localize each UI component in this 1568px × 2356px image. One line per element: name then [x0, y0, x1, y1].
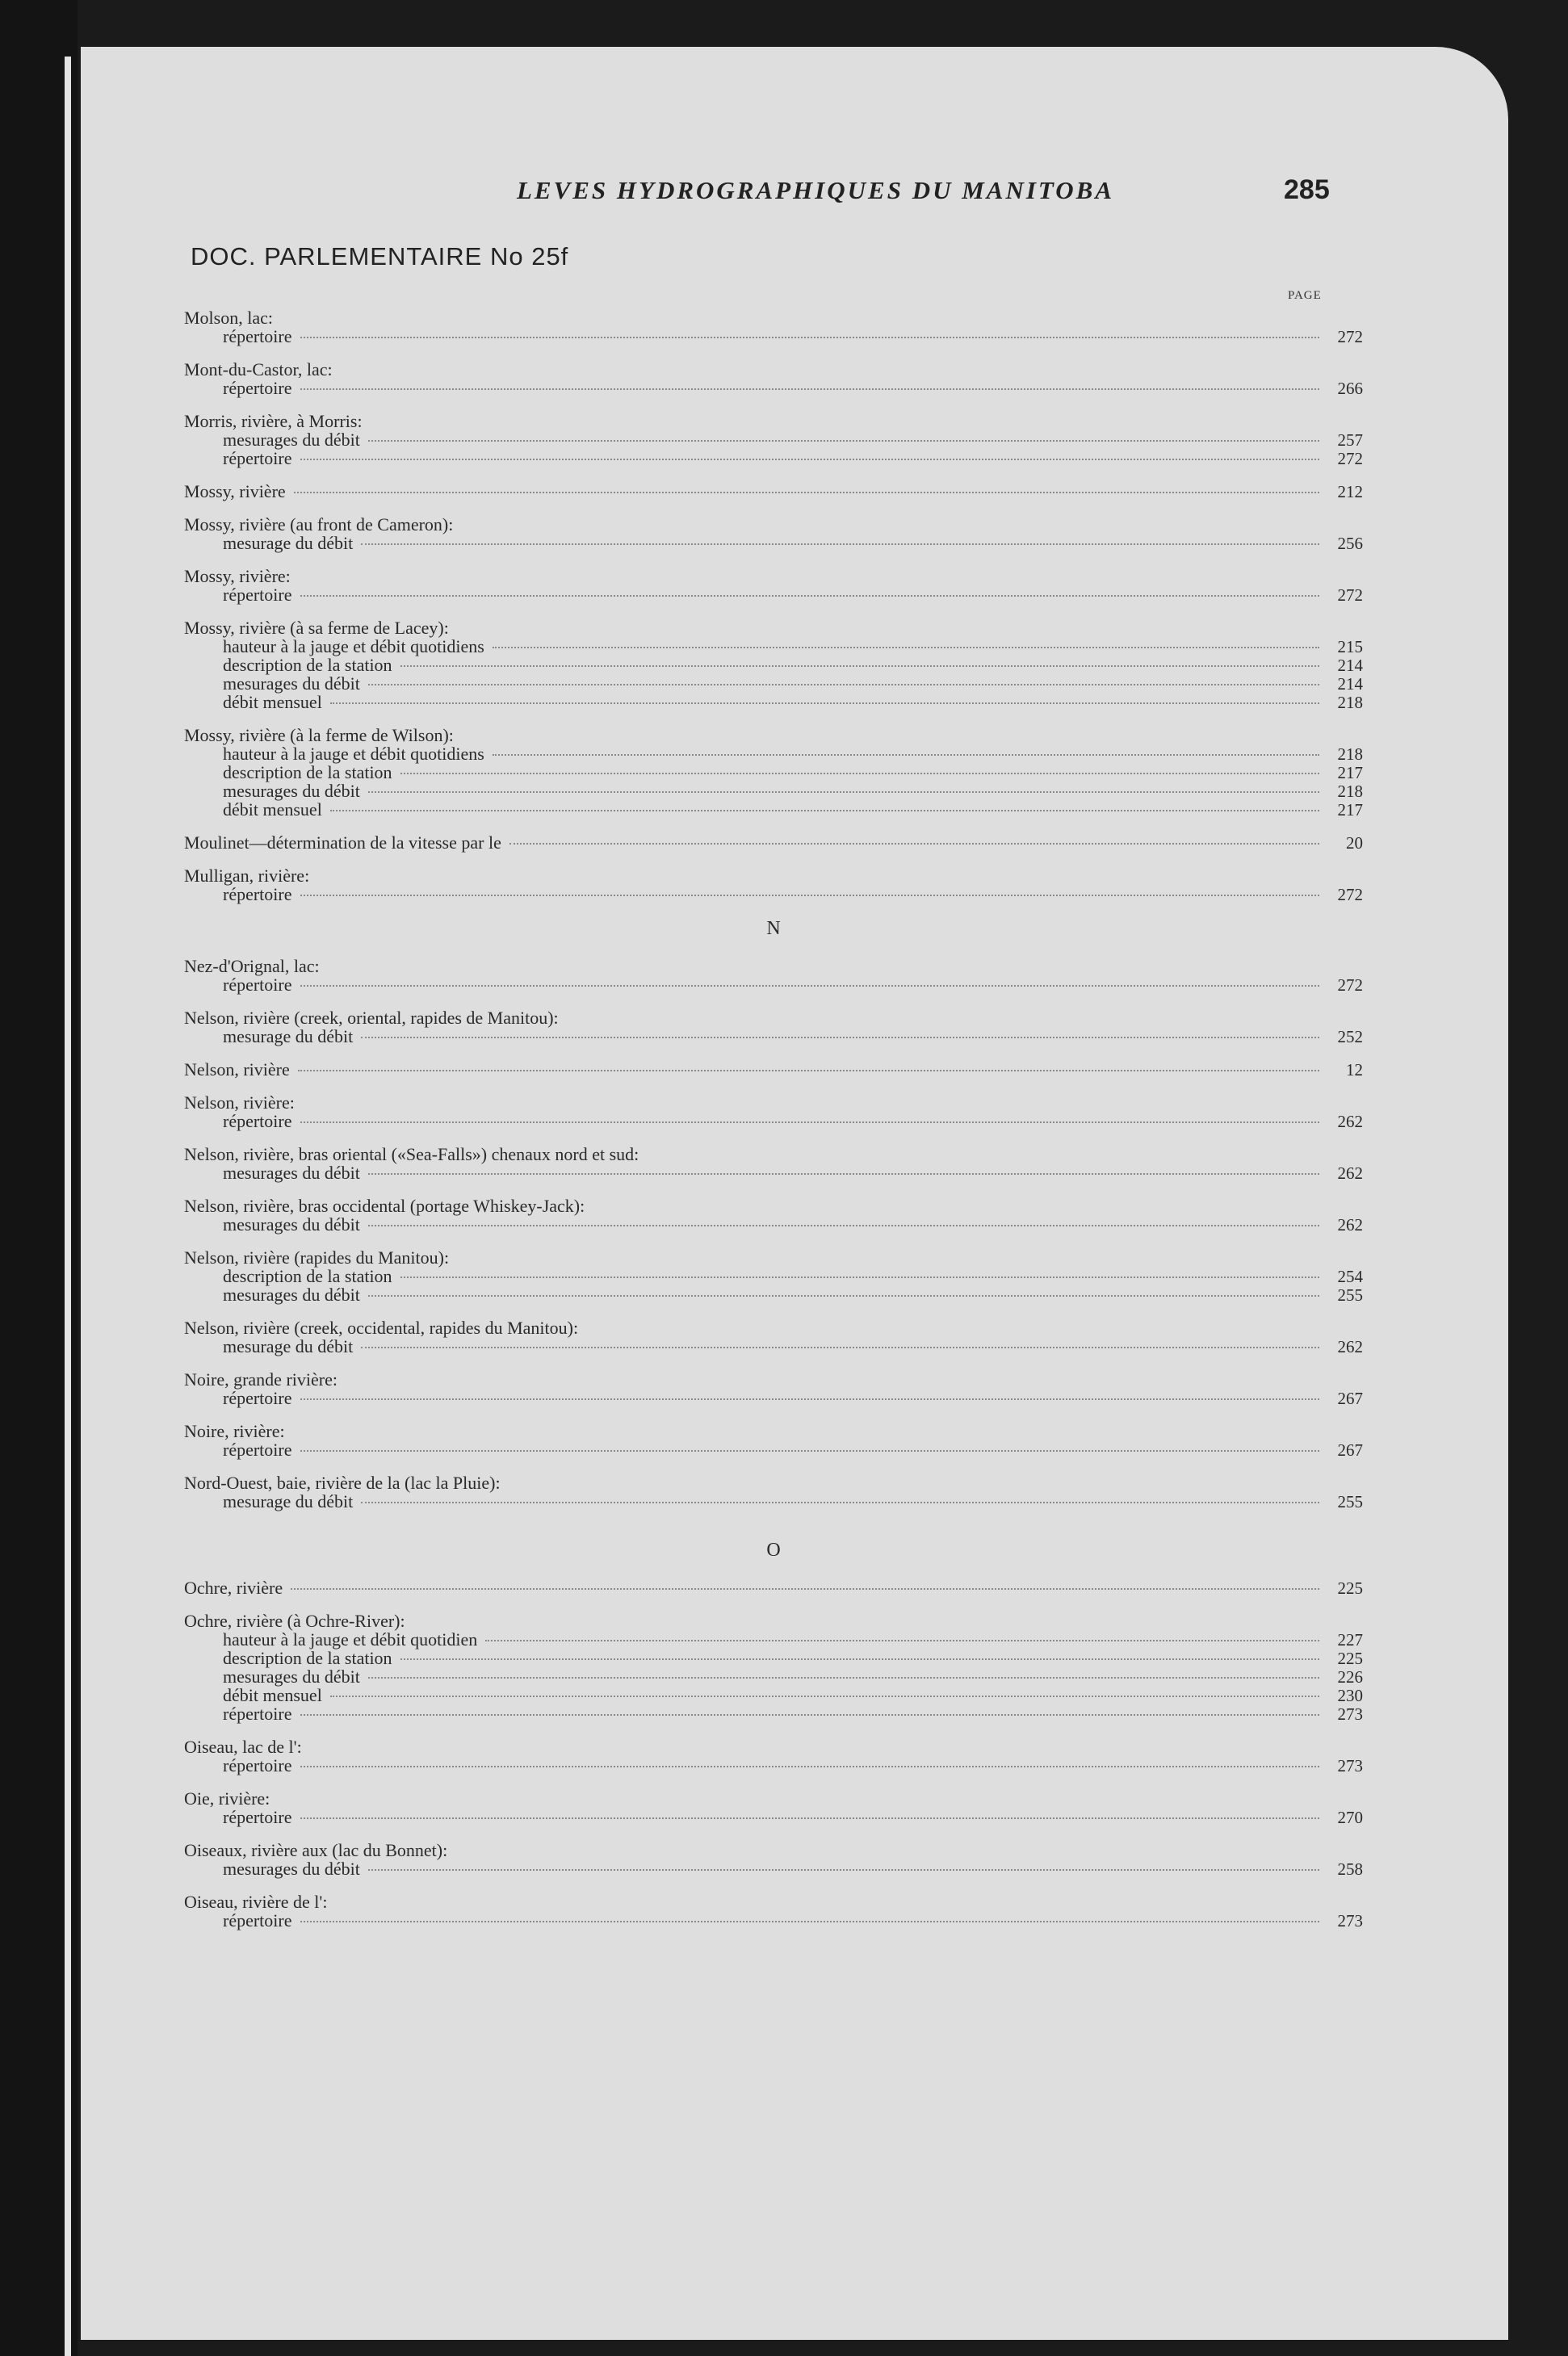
- dot-leader: [368, 1868, 1319, 1871]
- index-subentry: [184, 1859, 1363, 1878]
- subentry-text: répertoire: [223, 1807, 292, 1827]
- index-heading: [184, 1093, 1363, 1112]
- subentry-text: mesurages du débit: [223, 1859, 360, 1879]
- page-reference: 262: [1337, 1337, 1363, 1356]
- dot-leader: [368, 1224, 1319, 1226]
- index-heading: [184, 957, 1363, 975]
- index-entry: [184, 482, 1363, 501]
- page-reference: 225: [1337, 1578, 1363, 1598]
- heading-text: Mulligan, rivière:: [184, 866, 310, 886]
- index-heading: [184, 1474, 1363, 1492]
- dot-leader: [300, 1765, 1320, 1767]
- subentry-text: répertoire: [223, 585, 292, 605]
- index-heading: [184, 726, 1363, 744]
- dot-leader: [300, 388, 1320, 390]
- dot-leader: [361, 1036, 1319, 1038]
- index-heading: [184, 1318, 1363, 1337]
- heading-text: Nord-Ouest, baie, rivière de la (lac la Pluie):: [184, 1473, 501, 1493]
- index-heading: [184, 1578, 1363, 1597]
- index-subentry: [184, 1686, 1363, 1704]
- page-reference: 272: [1337, 885, 1363, 904]
- page-reference: 255: [1337, 1492, 1363, 1511]
- page-reference: 270: [1337, 1808, 1363, 1827]
- index-subentry: [184, 1756, 1363, 1775]
- dot-leader: [509, 842, 1319, 845]
- subentry-text: hauteur à la jauge et débit quotidien: [223, 1629, 478, 1650]
- dot-leader: [300, 594, 1320, 597]
- running-title: LEVES HYDROGRAPHIQUES DU MANITOBA: [516, 176, 1115, 204]
- index-heading: [184, 1197, 1363, 1215]
- page-reference: 252: [1337, 1027, 1363, 1046]
- dot-leader: [330, 1695, 1319, 1697]
- index-subentry: [184, 1630, 1363, 1649]
- index-entry: [184, 957, 1363, 994]
- page-reference: 266: [1337, 379, 1363, 398]
- section-letter: O: [766, 1540, 781, 1561]
- dot-leader: [300, 1449, 1320, 1452]
- index-subentry: [184, 693, 1363, 711]
- index-subentry: [184, 585, 1363, 604]
- subentry-text: répertoire: [223, 1704, 292, 1724]
- dot-leader: [400, 1276, 1319, 1278]
- dot-leader: [300, 1398, 1320, 1400]
- heading-text: Oiseau, lac de l':: [184, 1737, 302, 1757]
- index-entry: [184, 1060, 1363, 1079]
- page-reference: 254: [1337, 1267, 1363, 1286]
- index-subentry: [184, 534, 1363, 552]
- index-subentry: [184, 1389, 1363, 1407]
- index-heading: [184, 1841, 1363, 1859]
- page-reference: 225: [1337, 1649, 1363, 1668]
- index-entry: [184, 1093, 1363, 1130]
- index-subentry: [184, 637, 1363, 656]
- subentry-text: description de la station: [223, 655, 392, 675]
- dot-leader: [298, 1069, 1319, 1071]
- page-reference: 273: [1337, 1911, 1363, 1930]
- dot-leader: [368, 1676, 1319, 1679]
- index-subentry: [184, 449, 1363, 467]
- heading-text: Mossy, rivière: [184, 481, 286, 501]
- index-entry: [184, 1422, 1363, 1459]
- dot-leader: [300, 1817, 1320, 1819]
- page-reference: 12: [1346, 1060, 1363, 1079]
- index-subentry: [184, 744, 1363, 763]
- index-subentry: [184, 782, 1363, 800]
- dot-leader: [400, 1658, 1319, 1660]
- index-heading: [184, 1008, 1363, 1027]
- index-entry: [184, 412, 1363, 467]
- index-entries: [184, 308, 1363, 1944]
- page-reference: 267: [1337, 1440, 1363, 1460]
- index-entry: [184, 360, 1363, 397]
- subentry-text: hauteur à la jauge et débit quotidiens: [223, 636, 484, 656]
- section-letter: N: [766, 918, 781, 939]
- index-subentry: [184, 1285, 1363, 1304]
- subentry-text: répertoire: [223, 326, 292, 346]
- subentry-text: description de la station: [223, 1648, 392, 1668]
- dot-leader: [400, 664, 1319, 667]
- index-subentry: [184, 1112, 1363, 1130]
- index-entry: [184, 515, 1363, 552]
- subentry-text: répertoire: [223, 448, 292, 468]
- index-entry: [184, 618, 1363, 711]
- heading-text: Nelson, rivière (rapides du Manitou):: [184, 1247, 450, 1268]
- index-heading: [184, 1248, 1363, 1267]
- index-subentry: [184, 763, 1363, 782]
- page-reference: 273: [1337, 1704, 1363, 1724]
- index-subentry: [184, 1492, 1363, 1511]
- index-subentry: [184, 327, 1363, 346]
- heading-text: Noire, rivière:: [184, 1421, 285, 1441]
- index-subentry: [184, 656, 1363, 674]
- dot-leader: [361, 1346, 1319, 1348]
- index-entry: [184, 1197, 1363, 1234]
- index-entry: [184, 1145, 1363, 1182]
- index-subentry: [184, 674, 1363, 693]
- index-subentry: [184, 1215, 1363, 1234]
- index-subentry: [184, 800, 1363, 819]
- subentry-text: hauteur à la jauge et débit quotidiens: [223, 744, 484, 764]
- heading-text: Nelson, rivière: [184, 1059, 290, 1079]
- heading-text: Ochre, rivière: [184, 1578, 283, 1598]
- page-reference: 215: [1337, 637, 1363, 656]
- page-reference: 262: [1337, 1112, 1363, 1131]
- subentry-text: mesurages du débit: [223, 430, 360, 450]
- index-heading: [184, 360, 1363, 379]
- index-heading: [184, 482, 1363, 501]
- index-heading: [184, 1893, 1363, 1911]
- dot-leader: [493, 646, 1319, 648]
- index-entry: [184, 1370, 1363, 1407]
- dot-leader: [300, 1121, 1320, 1123]
- index-heading: [184, 1612, 1363, 1630]
- heading-text: Nelson, rivière (creek, occidental, rapides du Manitou):: [184, 1318, 579, 1338]
- dot-leader: [300, 1920, 1320, 1922]
- page-reference: 255: [1337, 1285, 1363, 1305]
- page-reference: 272: [1337, 585, 1363, 605]
- index-entry: [184, 1318, 1363, 1356]
- page-reference: 227: [1337, 1630, 1363, 1650]
- index-entry: [184, 1248, 1363, 1304]
- page-reference: 214: [1337, 656, 1363, 675]
- heading-text: Oiseau, rivière de l':: [184, 1892, 328, 1912]
- index-subentry: [184, 1667, 1363, 1686]
- dot-leader: [300, 458, 1320, 460]
- dot-leader: [330, 809, 1319, 811]
- page-reference: 218: [1337, 744, 1363, 764]
- dot-leader: [400, 772, 1319, 774]
- dot-leader: [361, 1501, 1319, 1503]
- page-reference: 217: [1337, 763, 1363, 782]
- index-subentry: [184, 1440, 1363, 1459]
- subentry-text: description de la station: [223, 1266, 392, 1286]
- dot-leader: [300, 984, 1320, 987]
- index-entry: [184, 567, 1363, 604]
- subentry-text: mesurage du débit: [223, 1336, 354, 1356]
- page-reference: 272: [1337, 975, 1363, 995]
- page-reference: 230: [1337, 1686, 1363, 1705]
- subentry-text: mesurages du débit: [223, 673, 360, 694]
- index-subentry: [184, 379, 1363, 397]
- heading-text: Nelson, rivière, bras occidental (portage Whiskey-Jack):: [184, 1196, 585, 1216]
- index-entry: [184, 308, 1363, 346]
- index-entry: [184, 1008, 1363, 1046]
- subentry-text: mesurages du débit: [223, 781, 360, 801]
- subentry-text: débit mensuel: [223, 1685, 322, 1705]
- heading-text: Mossy, rivière (à la ferme de Wilson):: [184, 725, 454, 745]
- heading-text: Oie, rivière:: [184, 1788, 270, 1809]
- index-entry: [184, 1789, 1363, 1826]
- subentry-text: débit mensuel: [223, 799, 322, 820]
- heading-text: Mont-du-Castor, lac:: [184, 359, 333, 379]
- index-entry: [184, 1738, 1363, 1775]
- heading-text: Mossy, rivière:: [184, 566, 291, 586]
- index-entry: [184, 1578, 1363, 1597]
- dot-leader: [368, 1172, 1319, 1175]
- index-entry: [184, 1841, 1363, 1878]
- subentry-text: mesurage du débit: [223, 1491, 354, 1511]
- index-subentry: [184, 1808, 1363, 1826]
- document-reference: DOC. PARLEMENTAIRE No 25f: [191, 242, 569, 270]
- page-reference: 218: [1337, 693, 1363, 712]
- dot-leader: [368, 683, 1319, 685]
- index-heading: [184, 1370, 1363, 1389]
- scan-binding-edge: [65, 57, 71, 2356]
- page-number: 285: [1284, 174, 1330, 205]
- subentry-text: mesurages du débit: [223, 1666, 360, 1687]
- index-entry: [184, 726, 1363, 819]
- subentry-text: mesurage du débit: [223, 1026, 354, 1046]
- dot-leader: [368, 790, 1319, 793]
- page-reference: 267: [1337, 1389, 1363, 1408]
- index-heading: [184, 308, 1363, 327]
- index-subentry: [184, 430, 1363, 449]
- subentry-text: mesurages du débit: [223, 1285, 360, 1305]
- page-reference: 217: [1337, 800, 1363, 820]
- dot-leader: [300, 894, 1320, 896]
- index-entry: [184, 833, 1363, 852]
- heading-text: Nez-d'Orignal, lac:: [184, 956, 320, 976]
- dot-leader: [291, 1587, 1319, 1590]
- index-subentry: [184, 1267, 1363, 1285]
- dot-leader: [368, 1294, 1319, 1297]
- index-subentry: [184, 1704, 1363, 1723]
- heading-text: Nelson, rivière:: [184, 1092, 295, 1113]
- index-entry: [184, 1612, 1363, 1723]
- subentry-text: répertoire: [223, 1755, 292, 1775]
- page-reference: 257: [1337, 430, 1363, 450]
- heading-text: Nelson, rivière, bras oriental («Sea-Falls») chenaux nord et sud:: [184, 1144, 639, 1164]
- subentry-text: mesurage du débit: [223, 533, 354, 553]
- heading-text: Moulinet—détermination de la vitesse par le: [184, 832, 501, 853]
- index-heading: [184, 1145, 1363, 1163]
- index-heading: [184, 1422, 1363, 1440]
- subentry-text: répertoire: [223, 884, 292, 904]
- subentry-text: répertoire: [223, 1440, 292, 1460]
- page-reference: 272: [1337, 449, 1363, 468]
- page-reference: 218: [1337, 782, 1363, 801]
- index-entry: [184, 866, 1363, 903]
- heading-text: Nelson, rivière (creek, oriental, rapides de Manitou):: [184, 1008, 559, 1028]
- page-reference: 262: [1337, 1163, 1363, 1183]
- dot-leader: [493, 753, 1319, 756]
- index-heading: [184, 833, 1363, 852]
- page-column-label: PAGE: [1288, 289, 1322, 302]
- subentry-text: débit mensuel: [223, 692, 322, 712]
- dot-leader: [330, 702, 1319, 704]
- dot-leader: [368, 439, 1319, 442]
- dot-leader: [361, 543, 1319, 545]
- index-subentry: [184, 1337, 1363, 1356]
- index-entry: [184, 1474, 1363, 1511]
- page-reference: 214: [1337, 674, 1363, 694]
- heading-text: Ochre, rivière (à Ochre-River):: [184, 1611, 405, 1631]
- subentry-text: mesurages du débit: [223, 1163, 360, 1183]
- index-subentry: [184, 1911, 1363, 1930]
- index-heading: [184, 1789, 1363, 1808]
- page-reference: 20: [1346, 833, 1363, 853]
- index-subentry: [184, 975, 1363, 994]
- subentry-text: répertoire: [223, 975, 292, 995]
- subentry-text: description de la station: [223, 762, 392, 782]
- index-subentry: [184, 1163, 1363, 1182]
- heading-text: Mossy, rivière (à sa ferme de Lacey):: [184, 618, 449, 638]
- page-reference: 272: [1337, 327, 1363, 346]
- heading-text: Molson, lac:: [184, 308, 273, 328]
- dot-leader: [300, 336, 1320, 338]
- page-reference: 262: [1337, 1215, 1363, 1235]
- dot-leader: [485, 1639, 1319, 1641]
- page-reference: 226: [1337, 1667, 1363, 1687]
- heading-text: Oiseaux, rivière aux (lac du Bonnet):: [184, 1840, 448, 1860]
- index-heading: [184, 1738, 1363, 1756]
- page-reference: 273: [1337, 1756, 1363, 1775]
- index-subentry: [184, 1027, 1363, 1046]
- subentry-text: mesurages du débit: [223, 1214, 360, 1235]
- page-reference: 212: [1337, 482, 1363, 501]
- index-heading: [184, 412, 1363, 430]
- dot-leader: [300, 1713, 1320, 1716]
- index-heading: [184, 567, 1363, 585]
- subentry-text: répertoire: [223, 1111, 292, 1131]
- index-entry: [184, 1893, 1363, 1930]
- dot-leader: [294, 491, 1319, 493]
- index-heading: [184, 618, 1363, 637]
- subentry-text: répertoire: [223, 378, 292, 398]
- page-reference: 256: [1337, 534, 1363, 553]
- index-heading: [184, 1060, 1363, 1079]
- index-subentry: [184, 1649, 1363, 1667]
- heading-text: Morris, rivière, à Morris:: [184, 411, 363, 431]
- heading-text: Noire, grande rivière:: [184, 1369, 337, 1390]
- index-heading: [184, 866, 1363, 885]
- heading-text: Mossy, rivière (au front de Cameron):: [184, 514, 454, 535]
- subentry-text: répertoire: [223, 1388, 292, 1408]
- page-reference: 258: [1337, 1859, 1363, 1879]
- subentry-text: répertoire: [223, 1910, 292, 1930]
- index-heading: [184, 515, 1363, 534]
- index-subentry: [184, 885, 1363, 903]
